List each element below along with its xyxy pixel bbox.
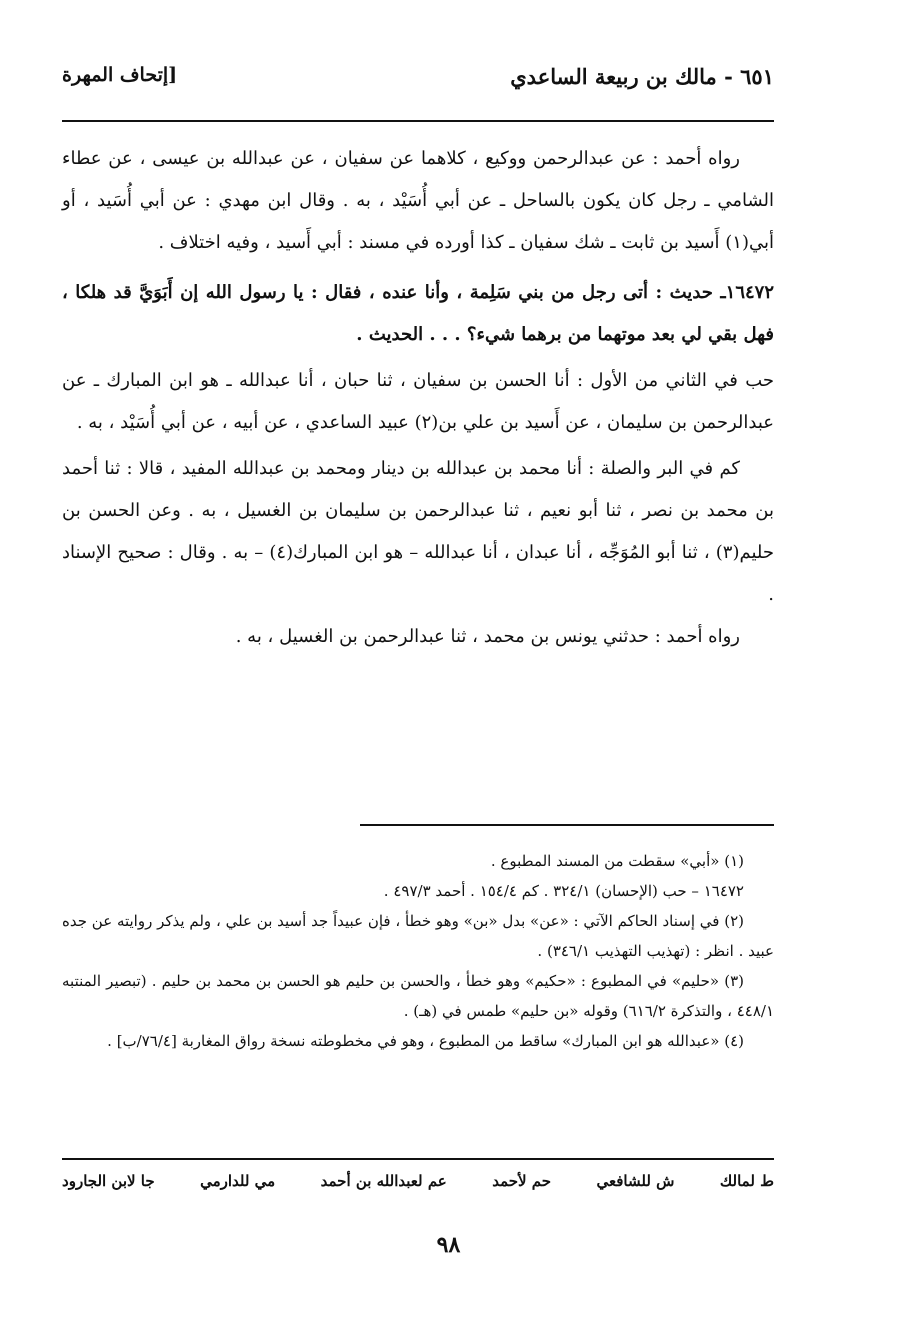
main-text bbox=[62, 138, 774, 658]
book-title: [إتحاف المهرة bbox=[62, 64, 178, 86]
page-number: ٩٨ bbox=[436, 1232, 461, 1258]
chapter-title: ٦٥١ - مالك بن ربيعة الساعدي bbox=[510, 64, 774, 89]
footnote-reference: ١٦٤٧٢ – حب (الإحسان) ٣٢٤/١ . كم ١٥٤/٤ . أحمد ٤٩٧/٣ . bbox=[383, 882, 744, 900]
abbreviations-divider bbox=[62, 1158, 774, 1160]
hadith-paragraph: ١٦٤٧٢ـ حديث : أتى رجل من بني سَلِمة ، وأنا عنده ، فقال : يا رسول الله إن أَبَوَيَّ قد هلكا ، فهل بقي لي بعد موتهما من برهما شيء؟ . . . الحديث . bbox=[62, 282, 774, 345]
footnote-1: (١) «أبي» سقطت من المسند المطبوع . bbox=[490, 852, 744, 870]
footnotes bbox=[62, 846, 774, 1056]
abbreviation-item: عم لعبدالله بن أحمد bbox=[320, 1172, 447, 1190]
footnote-3: (٣) «حليم» في المطبوع : «حكيم» وهو خطأ ، والحسن بن حليم هو الحسن بن محمد بن حليم . (تبصير المنتبه ٤٤٨/١ ، والتذكرة ٦١٦/٢) وقوله «بن حليم» طمس في (هـ) . bbox=[62, 972, 774, 1020]
abbreviation-item: ط لمالك bbox=[719, 1172, 774, 1190]
abbreviation-item: حم لأحمد bbox=[492, 1172, 552, 1190]
abbreviations-legend bbox=[62, 1172, 774, 1190]
paragraph-1: رواه أحمد : عن عبدالرحمن ووكيع ، كلاهما عن سفيان ، عن عبدالله بن عيسى ، عن عطاء الشامي ـ رجل كان يكون بالساحل ـ عن أبي أُسَيْد ، به . وقال ابن مهدي : عن أبي أُسَيد ، أو أبي(١) أَسيد بن ثابت ـ شك سفيان ـ كذا أورده في مسند : أبي أَسيد ، وفيه اختلاف . bbox=[62, 148, 774, 253]
paragraph-5: رواه أحمد : حدثني يونس بن محمد ، ثنا عبدالرحمن بن الغسيل ، به . bbox=[235, 626, 740, 647]
header-divider bbox=[62, 120, 774, 122]
abbreviation-item: جا لابن الجارود bbox=[62, 1172, 155, 1190]
page-header bbox=[62, 60, 774, 100]
paragraph-3: حب في الثاني من الأول : أنا الحسن بن سفيان ، ثنا حبان ، أنا عبدالله ـ هو ابن المبارك ـ عن عبدالرحمن بن سليمان ، عن أَسيد بن علي بن(٢) عبيد الساعدي ، عن أبيه ، عن أبي أُسَيْد ، به . bbox=[62, 370, 774, 433]
paragraph-4: كم في البر والصلة : أنا محمد بن عبدالله بن دينار ومحمد بن عبدالله المفيد ، قالا : ثنا أحمد بن محمد بن نصر ، ثنا أبو نعيم ، ثنا عبدالرحمن بن سليمان بن الغسيل ، به . وعن الحسن بن حليم(٣) ، ثنا أبو المُوَجِّه ، أنا عبدان ، أنا عبدالله – هو ابن المبارك(٤) – به . وقال : صحيح الإسناد . bbox=[62, 458, 774, 605]
abbreviation-item: مي للدارمي bbox=[200, 1172, 276, 1190]
abbreviation-item: ش للشافعي bbox=[596, 1172, 675, 1190]
footnote-divider bbox=[360, 824, 774, 826]
footnote-2: (٢) في إسناد الحاكم الآتي : «عن» بدل «بن» وهو خطأ ، فإن عبيداً جد أسيد بن علي ، ولم يذكر روايته عن جده عبيد . انظر : (تهذيب التهذيب ٣٤٦/١) . bbox=[62, 912, 774, 960]
footnote-4: (٤) «عبدالله هو ابن المبارك» ساقط من المطبوع ، وهو في مخطوطته نسخة رواق المغاربة [٧٦/٤/ب] . bbox=[107, 1032, 744, 1050]
